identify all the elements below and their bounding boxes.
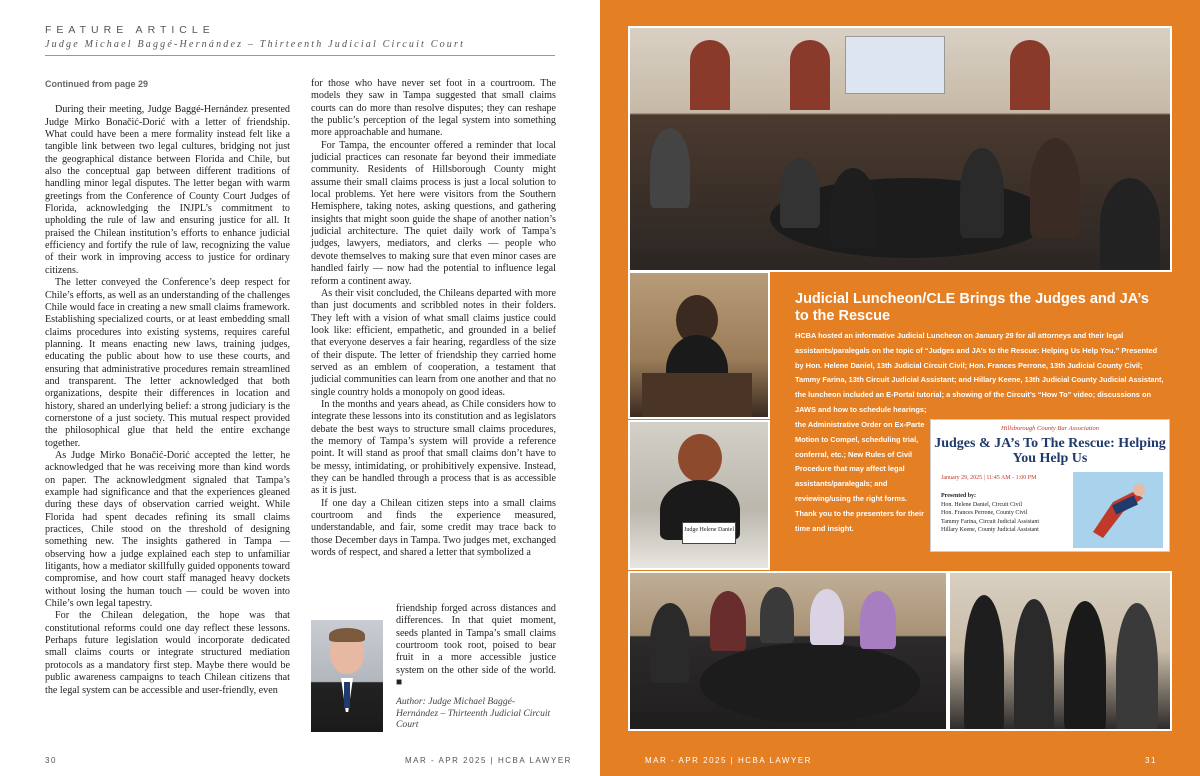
page-number: 30 xyxy=(45,756,57,765)
paragraph: During their meeting, Judge Baggé-Hernández presented Judge Mirko Bonačić-Dorić with a letter of friendship. What could have been a mere formality instead felt like a tangible link between two legal cultures, bridging not just the geographical distance between Florida and Chile, but also the conceptual gap between different traditions of handling minor legal disputes. The letter began with warm greetings from the Conference of County Court Judges of Florida, acknowledging the INJPL’s commitment to upholding the rule of law and ensuring justice for all. It praised the Chilean institution’s efforts to enhance judicial efficiency and fortify the rule of law, recognizing the value of their work in improving access to justice for ordinary citizens. xyxy=(45,104,290,276)
superhero-illustration xyxy=(1073,472,1163,548)
flyer-title: Judges & JA’s To The Rescue: Helping You Help Us xyxy=(934,436,1166,466)
paragraph: If one day a Chilean citizen steps into a small claims courtroom and finds the experience measured, understandable, and fair, some credit may trace back to those December days in Tampa. Two judges met, exchanged words of respect, and shared a letter that symbolized a xyxy=(311,497,556,559)
announcement-body-continued: the Administrative Order on Ex-Parte Motion to Compel, scheduling trial, conferral, etc.; New Rules of Civil Procedure that may affect legal assistants/paralegals; and reviewing/using the right forms. Thank you to the presenters for their time and insight. xyxy=(795,420,925,533)
article-column-1 xyxy=(45,78,290,697)
paragraph: The letter conveyed the Conference’s deep respect for Chile’s efforts, as well as an understanding of the challenges Chile would face in creating a new small claims framework. Establishing specialized courts, or at least embedding small claims procedures into existing systems, requires careful planning. It means enacting new laws, training judges, educating the public about how to use these courts, and ensuring that administrative procedures remain streamlined and transparent. The letter acknowledged that both organizations, despite their differences in location and history, shared an underlying belief: a strong judiciary is the cornerstone of a just society. This mutual respect provided the philosophical glue that held the entire exchange together. xyxy=(45,277,290,449)
flyer-presented-label: Presented by: xyxy=(941,493,977,499)
paragraph: As Judge Mirko Bonačić-Dorić accepted the letter, he acknowledged that he was receiving more than kind words on paper. The acknowledgment signaled that Tampa’s example had significance and that the experiences gleaned during these days of observation carried weight. While Florida had spent decades refining its small claims practices, Chile stood on the threshold of designing something new. The insights gathered in Tampa — observing how a judge explained each step to unfamiliar litigants, how a mediator skillfully guided opponents toward compromise, and how court staff managed heavy dockets without losing the human touch — could be woven into Chile’s own legal tapestry. xyxy=(45,449,290,610)
author-credit: Author: Judge Michael Baggé-Hernández – Thirteenth Judicial Circuit Court xyxy=(396,696,551,730)
section-kicker: FEATURE ARTICLE xyxy=(45,24,215,36)
presenter: Hillary Keene, County Judicial Assistant xyxy=(941,527,1039,533)
paragraph: For Tampa, the encounter offered a reminder that local judicial practices can resonate far beyond their immediate community. Residents of Hillsborough County might assume their small claims process is just a local solution to local problems. Yet here were visitors from the Southern Hemisphere, taking notes, asking questions, and gathering insights that might soon guide the shape of another nation’s judicial architecture. The quiet daily work of Tampa’s judges, lawyers, mediators, and clerks — people who devote themselves to making sure that even minor cases are handled fairly — now had the potential to influence legal reform a continent away. xyxy=(311,139,556,287)
luncheon-room-photo xyxy=(628,26,1172,272)
event-flyer xyxy=(930,419,1170,552)
article-ending: friendship forged across distances and differences. In that quiet moment, seeds planted in Tampa’s small claims courtroom took root, poised to bear fruit in a more accessible justice system on the other side of the world. ■ xyxy=(396,603,556,689)
header-rule xyxy=(45,55,555,56)
speaker-podium-photo xyxy=(628,271,770,419)
table-group-photo xyxy=(628,571,948,731)
issue-footer-right: MAR - APR 2025 | HCBA LAWYER xyxy=(645,756,812,765)
announcement-body: HCBA hosted an informative Judicial Luncheon on January 29 for all attorneys and their legal assistants/paralegals on the topic of “Judges and JA’s to the Rescue: Helping Us Help You.” Presented by Hon. Helene Daniel, 13th Judicial Circuit Civil; Hon. Frances Perrone, 13th Judicial County Civil; Tammy Farina, 13th Circuit Judicial Assistant; and Hillary Keene, 13th Judicial County Judicial Assistant, the luncheon included an E-Portal tutorial; a showing of the Circuit’s “How To” video; discussions on JAWS and how to schedule hearings; xyxy=(795,331,1164,414)
continued-note: Continued from page 29 xyxy=(45,79,149,89)
judge-nameplate: Judge Helene Daniel xyxy=(682,522,736,544)
presenter: Hon. Frances Perrone, County Civil xyxy=(941,510,1028,516)
presenter: Tammy Farina, Circuit Judicial Assistant xyxy=(941,518,1040,525)
article-column-2 xyxy=(311,78,556,559)
judge-speaking-photo xyxy=(628,420,770,570)
flyer-date: January 29, 2025 | 11:45 AM - 1:00 PM xyxy=(941,475,1037,481)
paragraph: As their visit concluded, the Chileans departed with more than just documents and scribbled notes in their folders. They left with a vision of what small claims justice could look like: efficient, empathetic, and grounded in a belief that everyone deserves a fair hearing, regardless of the size of their dispute. The letter of friendship they carried home served as an emblem of cooperation, a testament that judicial communities can learn from one another and that no single country holds a monopoly on good ideas. xyxy=(311,287,556,398)
article-byline-header: Judge Michael Baggé-Hernández – Thirteenth Judicial Circuit Court xyxy=(45,39,466,50)
issue-footer: MAR - APR 2025 | HCBA LAWYER xyxy=(405,756,572,765)
flyer-presenters xyxy=(941,492,1061,535)
paragraph: For the Chilean delegation, the hope was that constitutional reforms could one day reflect these lessons. Perhaps future legislation would incorporate dedicated small claims courts or integrate structured mediation protocols as a mandatory first step. Maybe there would be public awareness campaigns to teach Chilean citizens that the legal system can be accessible and user-friendly, even xyxy=(45,610,290,696)
page-number-right: 31 xyxy=(1145,756,1157,765)
presenters-group-photo xyxy=(948,571,1172,731)
paragraph: for those who have never set foot in a courtroom. The models they saw in Tampa suggested that small claims courts can do more than resolve disputes; they can reshape the public’s perception of the legal system into something more approachable and humane. xyxy=(311,78,556,139)
author-photo xyxy=(311,620,383,732)
flyer-org: Hillsborough County Bar Association xyxy=(1000,425,1100,432)
announcement-headline: Judicial Luncheon/CLE Brings the Judges and JA’s to the Rescue xyxy=(795,291,1149,324)
paragraph: In the months and years ahead, as Chile considers how to integrate these lessons into its constitution and as legislators debate the best ways to structure small claims procedures, the memory of Tampa’s system will provide a reference point. It will stand as proof that small claims don’t have to be messy, intimidating, or prohibitively expensive. Instead, they can be handled through a process that is as accessible as it is just. xyxy=(311,398,556,497)
presenter: Hon. Helene Daniel, Circuit Civil xyxy=(941,501,1022,508)
